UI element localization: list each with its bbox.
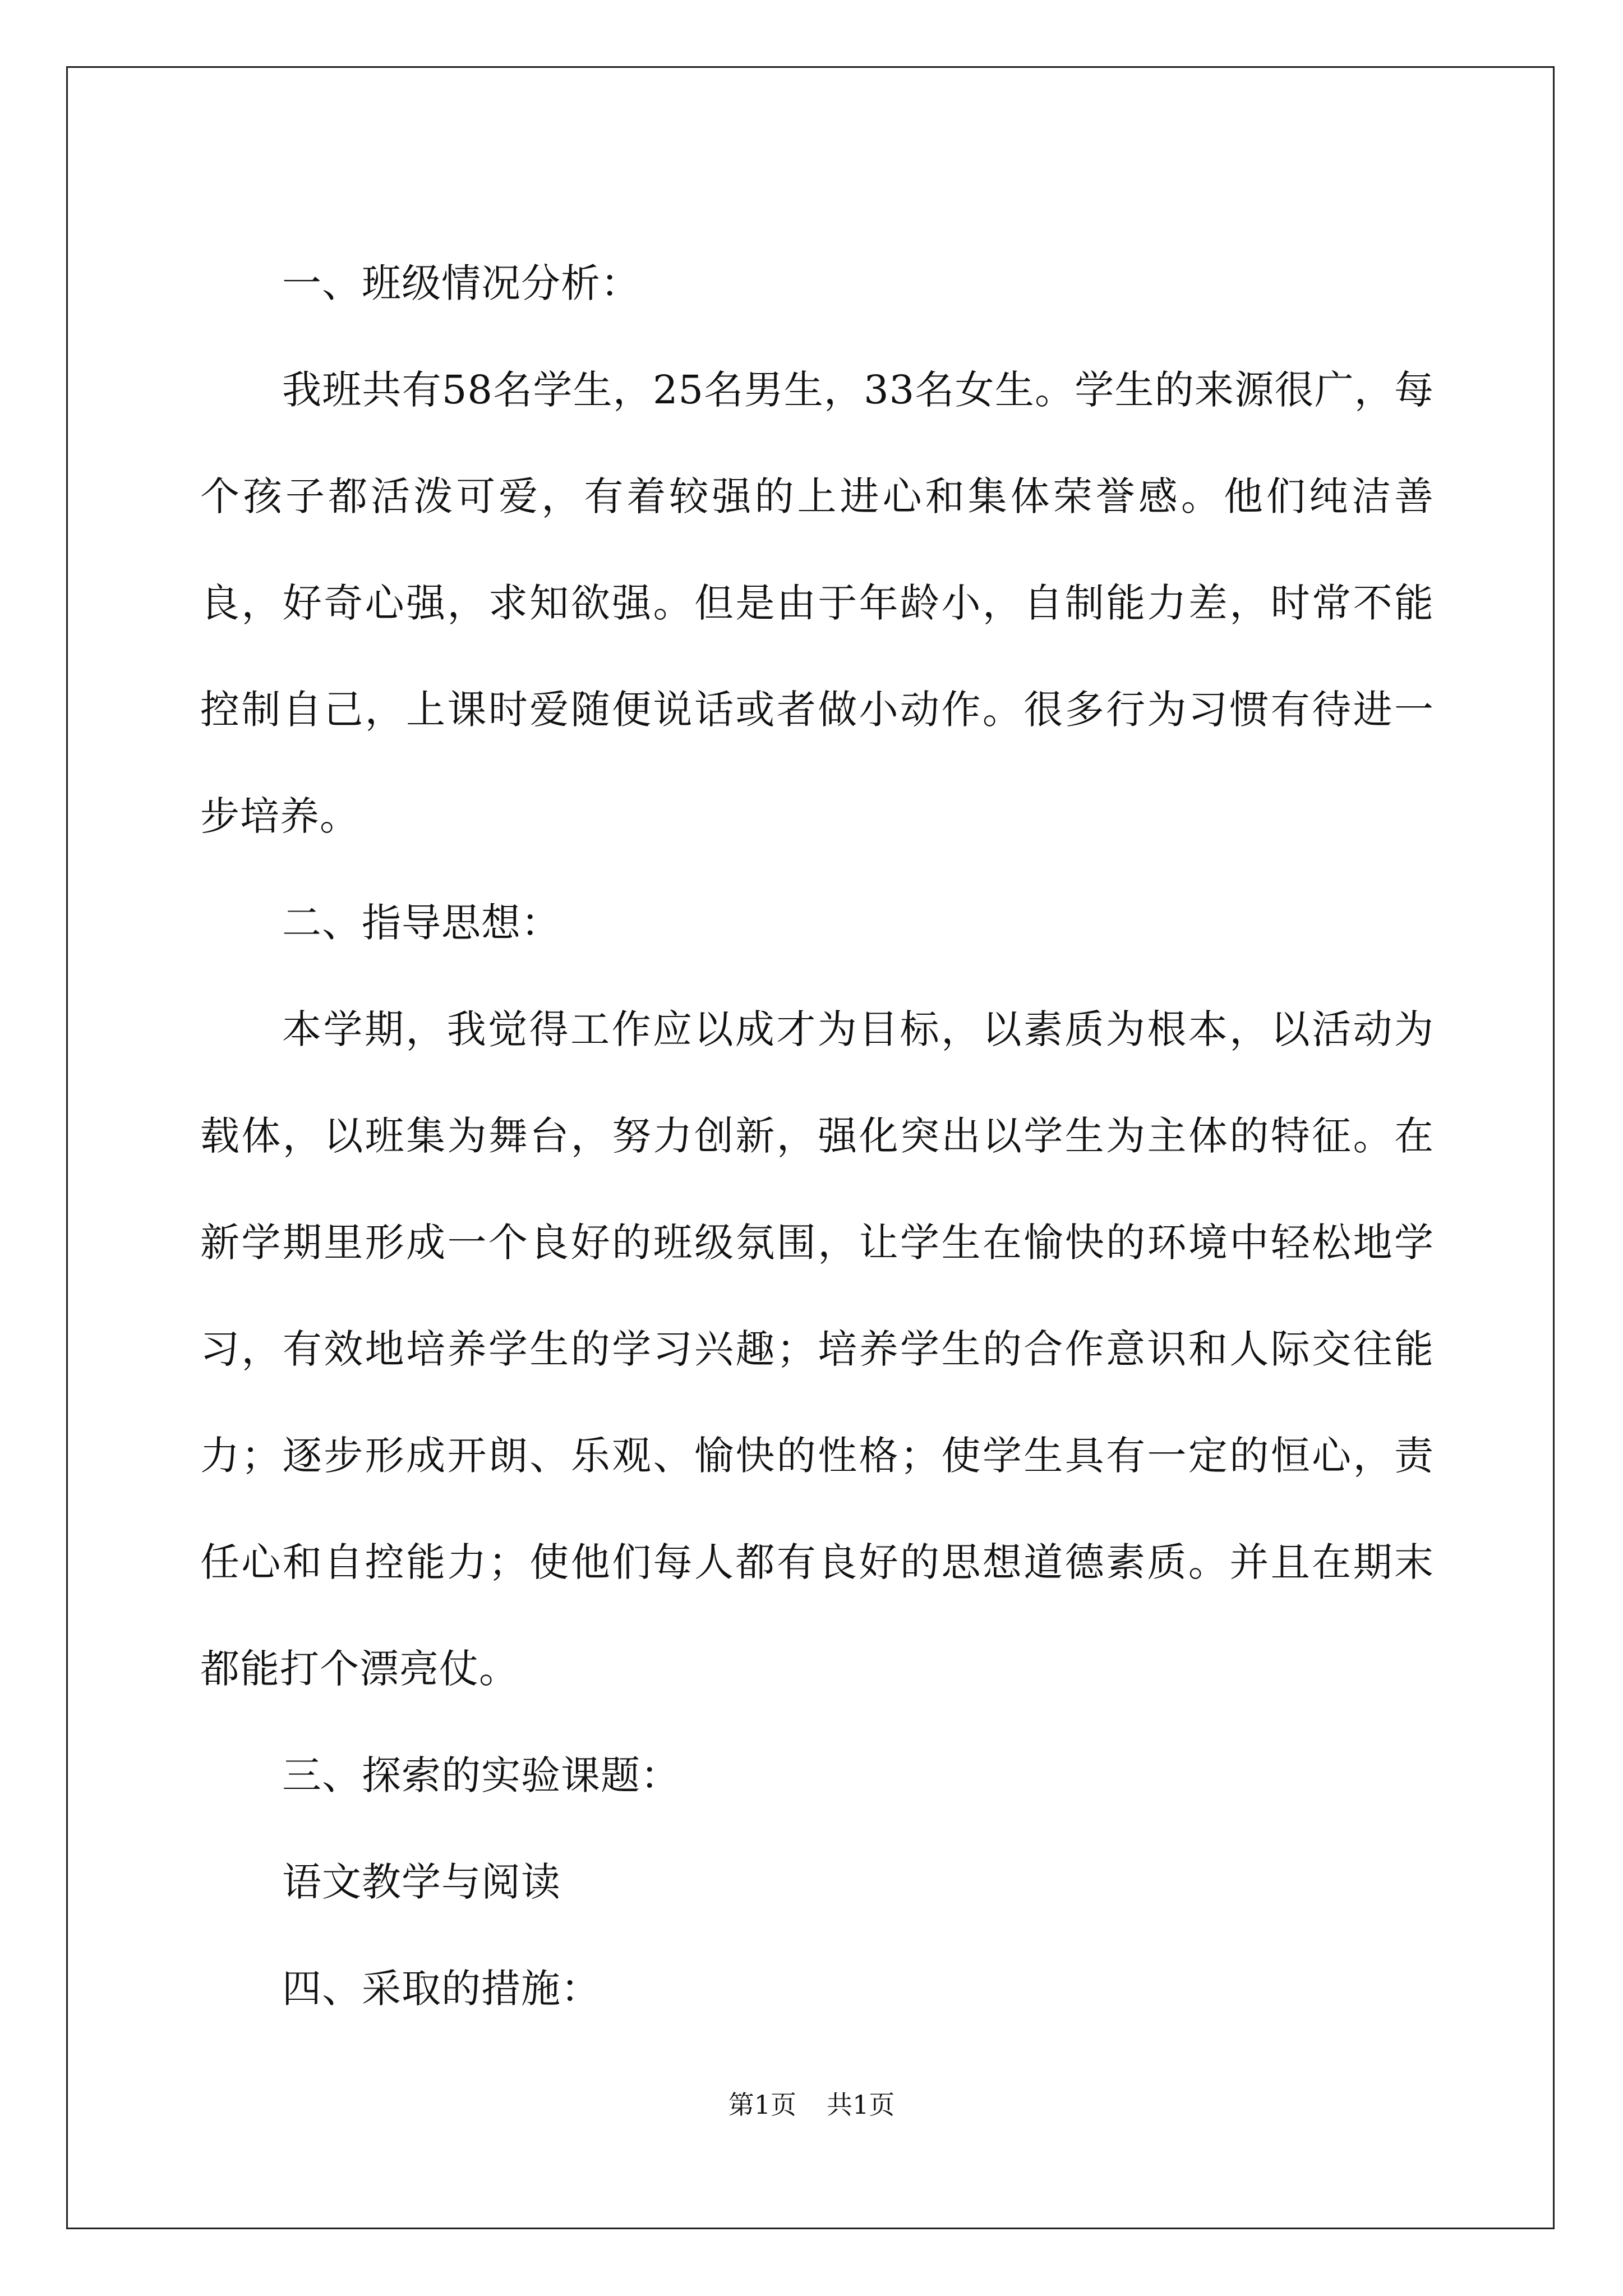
paragraph-class-analysis: 我班共有58名学生，25名男生，33名女生。学生的来源很广，每个孩子都活泼可爱，有着较强的上进心和集体荣誉感。他们纯洁善良，好奇心强，求知欲强。但是由于年龄小，自制能力差，时常不能控制自己，上课时爱随便说话或者做小动作。很多行为习惯有待进一步培养。 <box>200 367 1434 839</box>
page-number-total: 共1页 <box>827 2090 895 2120</box>
paragraph-experiment-topic: 语文教学与阅读 <box>282 1859 561 1905</box>
section-heading-guiding-ideas: 二、指导思想： <box>282 900 561 946</box>
paragraph-guiding-ideas: 本学期，我觉得工作应以成才为目标，以素质为根本，以活动为载体，以班集为舞台，努力创新，强化突出以学生为主体的特征。在新学期里形成一个良好的班级氛围，让学生在愉快的环境中轻松地学习，有效地培养学生的学习兴趣；培养学生的合作意识和人际交往能力；逐步形成开朗、乐观、愉快的性格；使学生具有一定的恒心，责任心和自控能力；使他们每人都有良好的思想道德素质。并且在期末都能打个漂亮仗。 <box>200 1006 1434 1692</box>
section-heading-experiment-topic: 三、探索的实验课题： <box>282 1752 680 1798</box>
section-heading-measures: 四、采取的措施： <box>282 1966 601 2012</box>
page-number-current: 第1页 <box>728 2090 796 2120</box>
section-heading-class-analysis: 一、班级情况分析： <box>282 260 640 306</box>
page-footer <box>0 2088 1623 2122</box>
document-body <box>200 230 1434 2042</box>
